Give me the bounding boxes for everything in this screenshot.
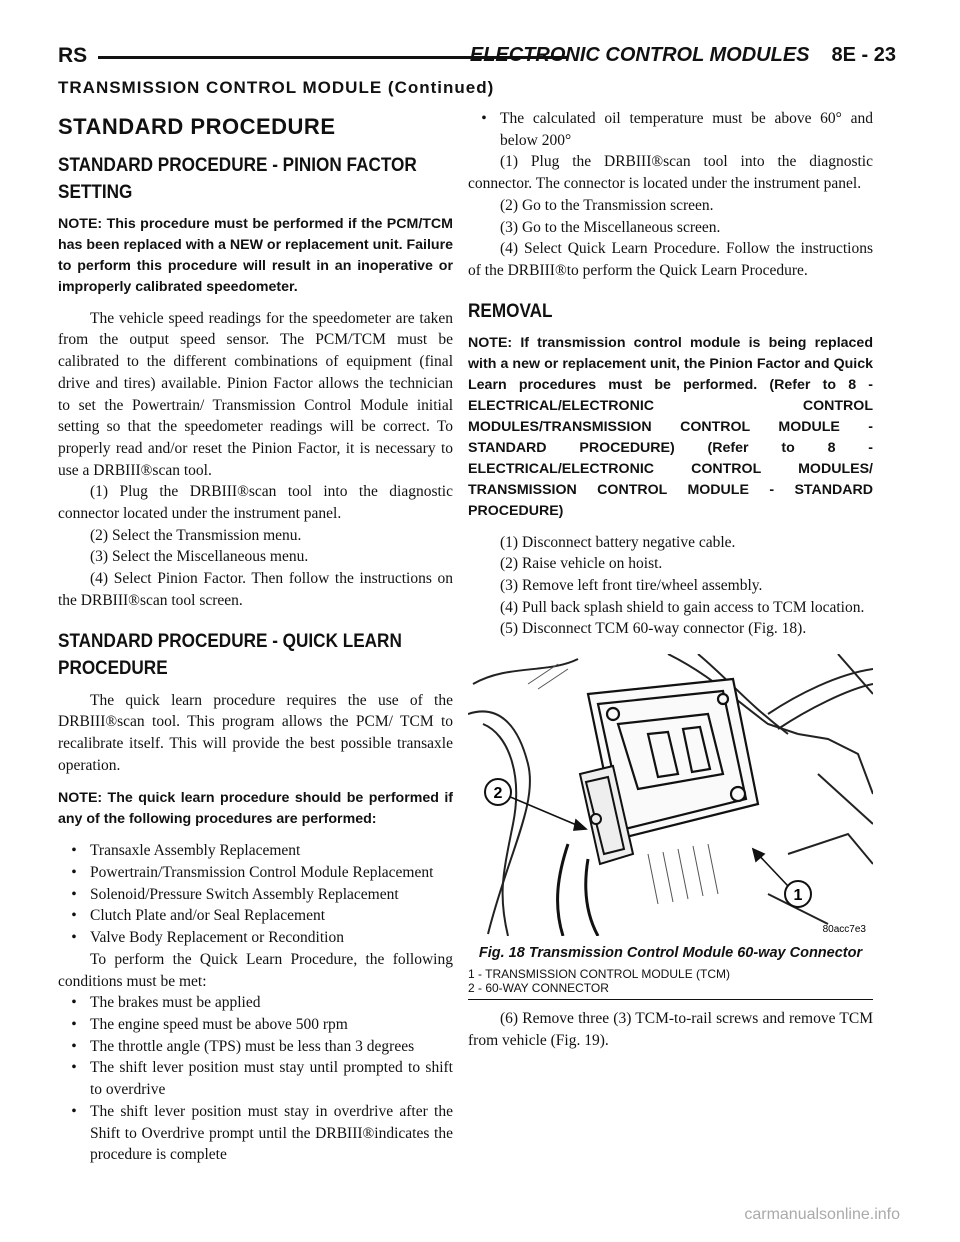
step: (4) Select Pinion Factor. Then follow the instructions on the DRBIII®scan tool screen. — [58, 570, 453, 609]
standard-procedure-heading: STANDARD PROCEDURE — [58, 114, 336, 139]
step: (4) Select Quick Learn Procedure. Follow the instructions of the DRBIII®to perform the Quick Learn Procedure. — [468, 240, 873, 279]
removal-heading: REMOVAL — [468, 299, 553, 322]
list-item-text: The shift lever position must stay until prompted to shift to overdrive — [90, 1059, 453, 1099]
pinion-factor-heading: STANDARD PROCEDURE - PINION FACTOR SETTING — [58, 153, 417, 203]
quick-learn-heading: STANDARD PROCEDURE - QUICK LEARN PROCEDURE — [58, 629, 402, 679]
list-item — [58, 884, 453, 906]
list-item-text: Powertrain/Transmission Control Module Replacement — [90, 864, 434, 882]
bullet-icon: • — [71, 907, 77, 925]
figure-18 — [468, 654, 873, 936]
list-item — [58, 1014, 453, 1036]
continued-heading: TRANSMISSION CONTROL MODULE (Continued) — [58, 78, 495, 97]
list-item-text: The brakes must be applied — [90, 994, 261, 1012]
list-item — [58, 840, 453, 862]
step: (3) Select the Miscellaneous menu. — [90, 548, 309, 566]
figure-code: 80acc7e3 — [822, 924, 866, 936]
list-item-text: Valve Body Replacement or Recondition — [90, 929, 344, 947]
list-item-text: The calculated oil temperature must be above 60° and below 200° — [500, 110, 873, 149]
step: (4) Pull back splash shield to gain access to TCM location. — [500, 598, 865, 616]
note-pinion: NOTE: This procedure must be performed if the PCM/TCM has been replaced with a NEW or replacement unit. Failure to perform this procedure will result in an inoperative or improperly calibrated speedometer. — [58, 215, 453, 295]
list-item — [58, 992, 453, 1014]
legend-item: 1 - TRANSMISSION CONTROL MODULE (TCM) — [468, 967, 731, 982]
list-item-text: Transaxle Assembly Replacement — [90, 842, 301, 860]
list-item — [58, 1101, 453, 1166]
list-item-text: The shift lever position must stay in overdrive after the Shift to Overdrive prompt until the DRBIII®indicates the procedure is complete — [90, 1102, 453, 1164]
bullet-icon: • — [71, 994, 77, 1012]
watermark: carmanualsonline.info — [744, 1206, 900, 1223]
paragraph: The quick learn procedure requires the use of the DRBIII®scan tool. This program allows the PCM/ TCM to recalibrate itself. This will provide the best possible transaxle operation. — [58, 691, 453, 774]
step: (1) Plug the DRBIII®scan tool into the diagnostic connector located under the instrument panel. — [58, 483, 453, 523]
paragraph: The vehicle speed readings for the speedometer are taken from the output speed sensor. The PCM/TCM must be calibrated to the different combinations of equipment (final drive and tires) available. Pinion Factor allows the technician to set the Powertrain/ Transmission Control Module initial setting so that the speedometer readings will be correct. To properly read and/or reset the Pinion Factor, it is necessary to use a DRBIII®scan tool. — [58, 309, 453, 479]
note-removal: NOTE: If transmission control module is being replaced with a new or replacement unit, the Pinion Factor and Quick Learn procedures must be performed. (Refer to 8 - ELECTRICAL/ELECTRONIC CONTROL MODULES/TRANSMISSION CONTROL MODULE - STANDARD PROCEDURE) (Refer to 8 - ELECTRICAL/ELECTRONIC CONTROL MODULES/ TRANSMISSION CONTROL MODULE - STANDARD PROCEDURE) — [468, 334, 873, 519]
header-section-code: RS — [58, 44, 88, 67]
step: (2) Select the Transmission menu. — [90, 526, 302, 544]
list-item — [58, 927, 453, 949]
right-column — [468, 108, 873, 1052]
bullet-icon: • — [71, 1102, 77, 1120]
header-title — [470, 44, 896, 67]
list-item-text: Solenoid/Pressure Switch Assembly Replacement — [90, 885, 399, 903]
callout-2-label: 2 — [493, 785, 503, 803]
paragraph: To perform the Quick Learn Procedure, the following conditions must be met: — [58, 950, 453, 990]
bullet-icon: • — [71, 885, 77, 903]
figure-caption: Fig. 18 Transmission Control Module 60-way Connector — [478, 945, 863, 962]
bullet-icon: • — [71, 929, 77, 947]
step: (6) Remove three (3) TCM-to-rail screws and remove TCM from vehicle (Fig. 19). — [468, 1010, 873, 1049]
callout-1-label: 1 — [793, 887, 803, 905]
step: (1) Disconnect battery negative cable. — [500, 533, 736, 551]
tcm-illustration — [468, 654, 873, 936]
left-column — [58, 108, 453, 1166]
note-quick-learn: NOTE: The quick learn procedure should be performed if any of the following procedures are performed: — [58, 790, 453, 828]
step: (3) Remove left front tire/wheel assembly. — [500, 577, 763, 595]
list-item — [58, 862, 453, 884]
figure-legend — [468, 968, 873, 1000]
header-chapter-title: ELECTRONIC CONTROL MODULES — [469, 44, 810, 66]
list-item — [58, 1057, 453, 1100]
list-item-text: The throttle angle (TPS) must be less than 3 degrees — [90, 1037, 415, 1055]
list-item — [58, 1036, 453, 1058]
bullet-icon: • — [71, 1059, 77, 1077]
page-number: 8E - 23 — [831, 44, 896, 66]
list-item — [58, 905, 453, 927]
list-item-text: The engine speed must be above 500 rpm — [90, 1015, 348, 1033]
step: (1) Plug the DRBIII®scan tool into the diagnostic connector. The connector is located under the instrument panel. — [468, 153, 873, 193]
list-item — [468, 108, 873, 151]
list-item-text: Clutch Plate and/or Seal Replacement — [90, 907, 326, 925]
step: (3) Go to the Miscellaneous screen. — [500, 218, 721, 236]
step: (2) Raise vehicle on hoist. — [500, 555, 663, 573]
legend-item: 2 - 60-WAY CONNECTOR — [468, 980, 609, 995]
bullet-icon: • — [481, 110, 487, 127]
bullet-icon: • — [71, 1037, 77, 1055]
step: (5) Disconnect TCM 60-way connector (Fig. 18). — [500, 620, 807, 638]
bullet-icon: • — [71, 864, 77, 882]
bullet-icon: • — [71, 1015, 77, 1033]
step: (2) Go to the Transmission screen. — [500, 196, 714, 214]
bullet-icon: • — [71, 842, 77, 860]
